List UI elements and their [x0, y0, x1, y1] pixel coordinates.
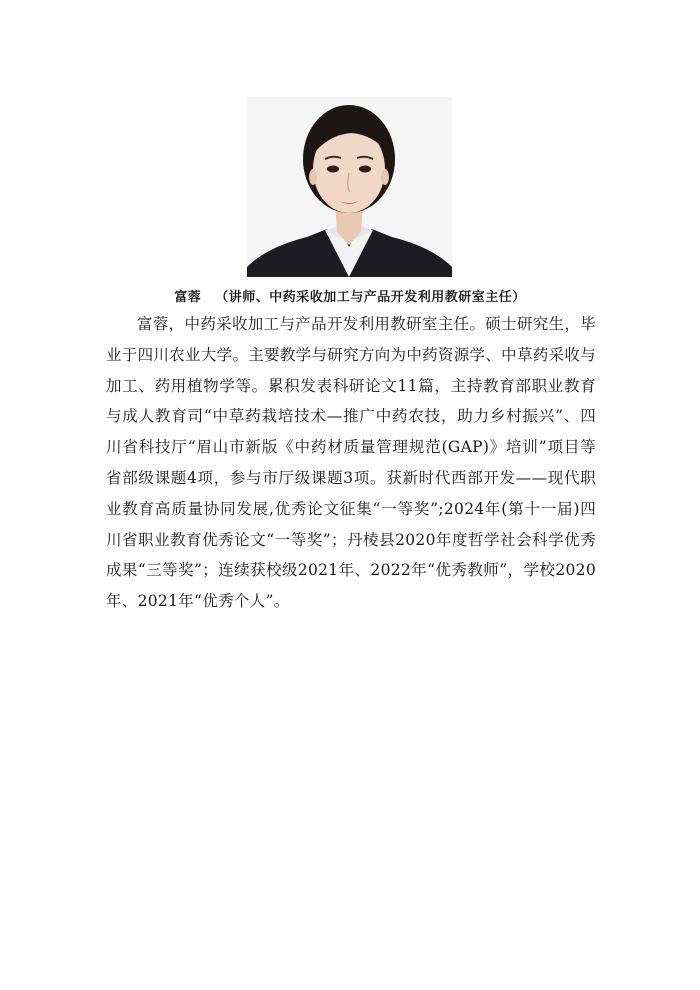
biography-paragraph: 富蓉，中药采收加工与产品开发利用教研室主任。硕士研究生，毕业于四川农业大学。主要教学与研究方向为中药资源学、中草药采收与加工、药用植物学等。累积发表科研论文11篇，主持教育部职业教育与成人教育司“中草药栽培技术—推广中药农技，助力乡村振兴”、四川省科技厅“眉山市新版《中药材质量管理规范(GAP)》培训”项目等省部级课题4项，参与市厅级课题3项。获新时代西部开发——现代职业教育高质量协同发展,优秀论文征集“一等奖”;2024年(第十一届)四川省职业教育优秀论文“一等奖”；丹棱县2020年度哲学社会科学优秀成果“三等奖”；连续获校级2021年、2022年“优秀教师”，学校2020年、2021年“优秀个人”。: [106, 315, 596, 611]
photo-caption: [0, 286, 700, 305]
portrait-illustration: [247, 97, 452, 277]
person-name: 富蓉: [174, 290, 202, 305]
person-title: （讲师、中药采收加工与产品开发利用教研室主任）: [215, 290, 526, 305]
portrait-photo: [247, 97, 452, 277]
